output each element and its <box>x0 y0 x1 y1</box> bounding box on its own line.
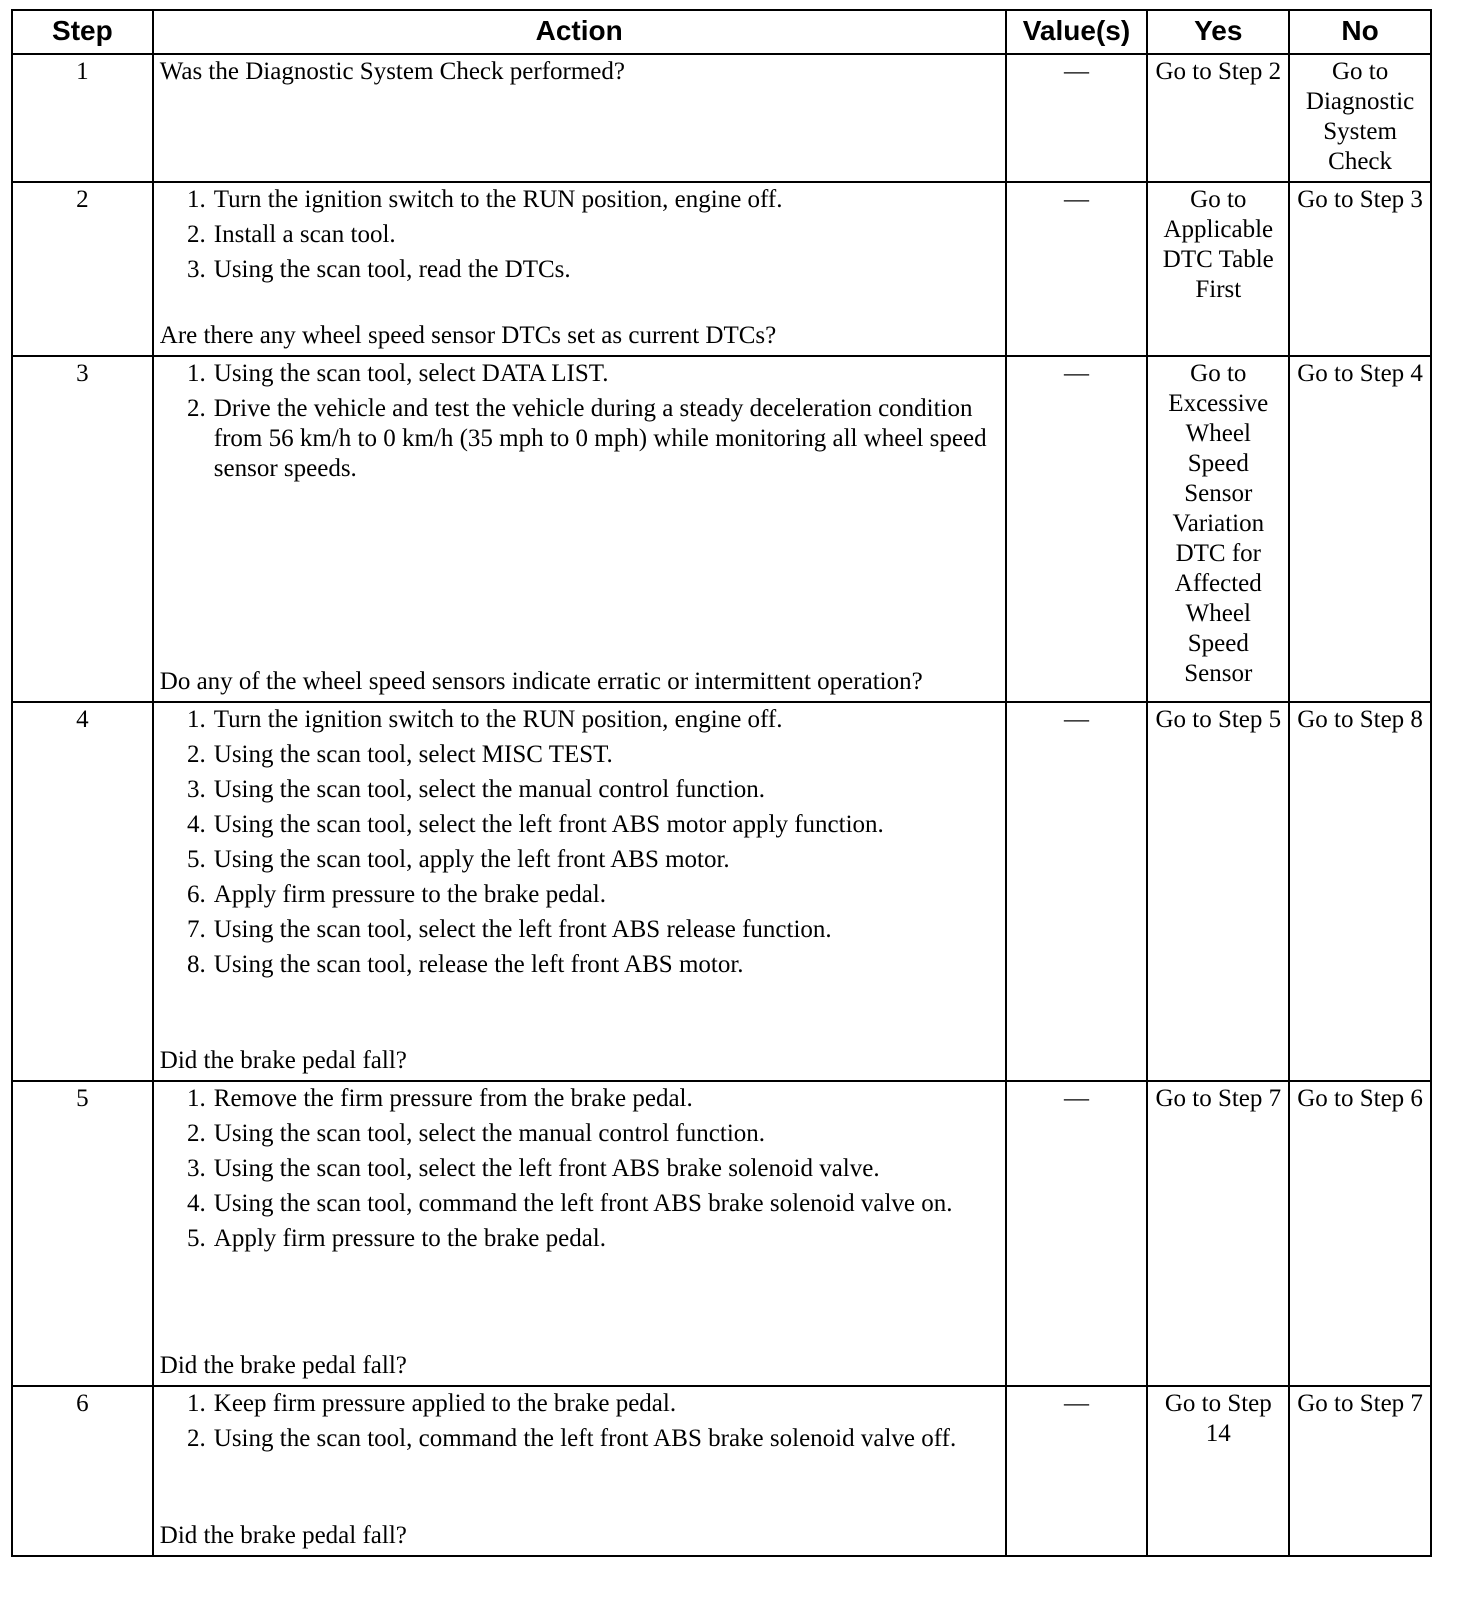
action-cell <box>153 54 1006 182</box>
list-item-text: Remove the firm pressure from the brake pedal. <box>213 1085 693 1112</box>
action-steps-list <box>160 705 999 985</box>
list-item-text: Turn the ignition switch to the RUN position, engine off. <box>213 706 783 733</box>
table-row <box>12 356 1431 702</box>
step-number: 6 <box>12 1386 153 1556</box>
list-item-text: Using the scan tool, select the left front ABS brake solenoid valve. <box>213 1155 880 1182</box>
action-question: Did the brake pedal fall? <box>159 1352 407 1379</box>
list-item-number: 3. <box>187 776 206 803</box>
list-item <box>160 775 999 805</box>
list-item-text: Using the scan tool, select the manual control function. <box>213 776 766 803</box>
list-item-text: Install a scan tool. <box>213 221 396 248</box>
list-item-number: 2. <box>187 395 206 422</box>
list-item-text: Apply firm pressure to the brake pedal. <box>213 1225 607 1252</box>
header-step: Step <box>12 10 153 54</box>
action-steps-list <box>160 359 999 489</box>
list-item-text: Turn the ignition switch to the RUN position, engine off. <box>213 186 783 213</box>
yes-cell: Go to Step 7 <box>1147 1081 1289 1386</box>
table-body <box>12 54 1431 1556</box>
list-item-number: 6. <box>187 881 206 908</box>
table-row <box>12 1386 1431 1556</box>
list-item-text: Using the scan tool, apply the left front ABS motor. <box>213 846 730 873</box>
list-item-number: 1. <box>187 1085 206 1112</box>
step-number: 5 <box>12 1081 153 1386</box>
no-cell: Go to Step 4 <box>1289 356 1431 702</box>
action-steps-list <box>160 1084 999 1259</box>
list-item <box>160 1119 999 1149</box>
list-item-text: Using the scan tool, select DATA LIST. <box>213 360 609 387</box>
step-number: 3 <box>12 356 153 702</box>
action-question: Do any of the wheel speed sensors indicate erratic or intermittent operation? <box>159 668 923 695</box>
list-item-text: Using the scan tool, select MISC TEST. <box>213 741 613 768</box>
action-content <box>160 57 999 177</box>
yes-cell: Go to Step 14 <box>1147 1386 1289 1556</box>
action-content <box>160 1389 999 1551</box>
list-item <box>160 220 999 250</box>
list-item-text: Using the scan tool, command the left front ABS brake solenoid valve off. <box>213 1425 957 1452</box>
action-question: Are there any wheel speed sensor DTCs set as current DTCs? <box>159 322 777 349</box>
action-cell <box>153 1386 1006 1556</box>
list-item-number: 2. <box>187 1425 206 1452</box>
action-question: Was the Diagnostic System Check performed? <box>159 58 625 85</box>
value-cell: — <box>1006 702 1148 1081</box>
list-item <box>160 1189 999 1219</box>
list-item <box>160 705 999 735</box>
list-item <box>160 1389 999 1419</box>
list-item-number: 1. <box>187 706 206 733</box>
list-item-text: Using the scan tool, select the left front ABS release function. <box>213 916 832 943</box>
list-item-number: 1. <box>187 1390 206 1417</box>
list-item-text: Using the scan tool, read the DTCs. <box>213 256 571 283</box>
list-item-text: Using the scan tool, command the left front ABS brake solenoid valve on. <box>213 1190 953 1217</box>
value-cell: — <box>1006 182 1148 356</box>
step-number: 1 <box>12 54 153 182</box>
list-item-number: 4. <box>187 1190 206 1217</box>
table-row <box>12 702 1431 1081</box>
action-cell <box>153 182 1006 356</box>
list-item <box>160 185 999 215</box>
action-content <box>160 1084 999 1381</box>
yes-cell: Go to Applicable DTC Table First <box>1147 182 1289 356</box>
list-item <box>160 740 999 770</box>
step-number: 4 <box>12 702 153 1081</box>
no-cell: Go to Step 8 <box>1289 702 1431 1081</box>
action-cell <box>153 1081 1006 1386</box>
no-cell: Go to Diagnostic System Check <box>1289 54 1431 182</box>
value-cell: — <box>1006 1386 1148 1556</box>
list-item-number: 4. <box>187 811 206 838</box>
action-steps-list <box>160 1389 999 1459</box>
no-cell: Go to Step 3 <box>1289 182 1431 356</box>
value-cell: — <box>1006 54 1148 182</box>
header-no: No <box>1289 10 1431 54</box>
list-item-text: Drive the vehicle and test the vehicle during a steady deceleration condition from 56 km/h to 0 km/h (35 mph to 0 mph) while monitoring all wheel speed sensor speeds. <box>213 395 987 482</box>
list-item <box>160 1424 999 1454</box>
step-number: 2 <box>12 182 153 356</box>
action-content <box>160 185 999 351</box>
list-item-number: 5. <box>187 1225 206 1252</box>
action-content <box>160 705 999 1076</box>
action-question: Did the brake pedal fall? <box>159 1522 407 1549</box>
list-item <box>160 915 999 945</box>
list-item-text: Using the scan tool, release the left front ABS motor. <box>213 951 744 978</box>
list-item-number: 5. <box>187 846 206 873</box>
diagnostic-table <box>11 9 1432 1557</box>
table-row <box>12 1081 1431 1386</box>
list-item-number: 3. <box>187 1155 206 1182</box>
list-item <box>160 359 999 389</box>
list-item-number: 3. <box>187 256 206 283</box>
header-values: Value(s) <box>1006 10 1148 54</box>
table-row <box>12 182 1431 356</box>
header-row <box>12 10 1431 54</box>
list-item <box>160 394 999 484</box>
list-item <box>160 1084 999 1114</box>
no-cell: Go to Step 7 <box>1289 1386 1431 1556</box>
list-item-text: Keep firm pressure applied to the brake pedal. <box>213 1390 677 1417</box>
list-item-number: 1. <box>187 360 206 387</box>
value-cell: — <box>1006 1081 1148 1386</box>
action-question: Did the brake pedal fall? <box>159 1047 407 1074</box>
action-cell <box>153 702 1006 1081</box>
list-item-text: Using the scan tool, select the left front ABS motor apply function. <box>213 811 884 838</box>
list-item <box>160 255 999 285</box>
list-item <box>160 880 999 910</box>
list-item-number: 7. <box>187 916 206 943</box>
header-yes: Yes <box>1147 10 1289 54</box>
no-cell: Go to Step 6 <box>1289 1081 1431 1386</box>
yes-cell: Go to Step 2 <box>1147 54 1289 182</box>
header-action: Action <box>153 10 1006 54</box>
list-item-number: 2. <box>187 1120 206 1147</box>
list-item <box>160 845 999 875</box>
list-item-text: Apply firm pressure to the brake pedal. <box>213 881 607 908</box>
list-item <box>160 1154 999 1184</box>
action-content <box>160 359 999 697</box>
yes-cell: Go to Step 5 <box>1147 702 1289 1081</box>
table-row <box>12 54 1431 182</box>
value-cell: — <box>1006 356 1148 702</box>
yes-cell: Go to Excessive Wheel Speed Sensor Variation DTC for Affected Wheel Speed Sensor <box>1147 356 1289 702</box>
list-item <box>160 810 999 840</box>
list-item-number: 1. <box>187 186 206 213</box>
list-item-number: 2. <box>187 741 206 768</box>
action-cell <box>153 356 1006 702</box>
list-item-number: 2. <box>187 221 206 248</box>
list-item-number: 8. <box>187 951 206 978</box>
list-item-text: Using the scan tool, select the manual control function. <box>213 1120 766 1147</box>
action-steps-list <box>160 185 999 290</box>
list-item <box>160 1224 999 1254</box>
list-item <box>160 950 999 980</box>
